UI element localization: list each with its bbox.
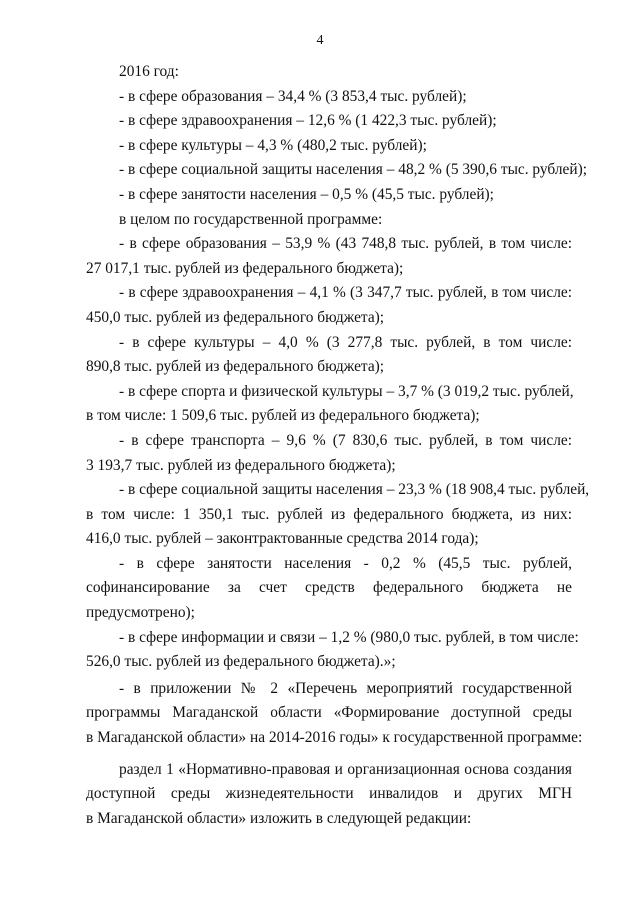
text-line: в Магаданской области» на 2014-2016 годы» к государственной программе:: [86, 729, 583, 747]
text-line: - в сфере здравоохранения – 4,1 % (3 347,7 тыс. рублей, в том числе:: [119, 284, 572, 302]
text-line: - в сфере образования – 53,9 % (43 748,8 тыс. рублей, в том числе:: [119, 235, 572, 253]
text-line: - в приложении № 2 «Перечень мероприятий государственной: [119, 679, 572, 697]
text-line: 416,0 тыс. рублей – законтрактованные средства 2014 года);: [86, 530, 479, 548]
text-line: в том числе: 1 509,6 тыс. рублей из федерального бюджета);: [86, 407, 480, 425]
text-line: софинансирование за счет средств федерального бюджета не: [86, 579, 572, 597]
text-line: - в сфере занятости населения - 0,2 % (45,5 тыс. рублей,: [119, 554, 572, 572]
text-line: 2016 год:: [119, 63, 179, 80]
text-line: 890,8 тыс. рублей из федерального бюджета);: [86, 358, 385, 376]
text-line: - в сфере здравоохранения – 12,6 % (1 422,3 тыс. рублей);: [119, 112, 497, 130]
text-line: программы Магаданской области «Формирование доступной среды: [86, 704, 572, 722]
text-line: - в сфере культуры – 4,3 % (480,2 тыс. рублей);: [119, 136, 427, 154]
text-line: - в сфере спорта и физической культуры – 3,7 % (3 019,2 тыс. рублей,: [119, 382, 574, 400]
text-line: в том числе: 1 350,1 тыс. рублей из федерального бюджета, из них:: [86, 505, 572, 523]
text-line: 526,0 тыс. рублей из федерального бюджета).»;: [86, 653, 396, 671]
text-line: в целом по государственной программе:: [119, 210, 383, 228]
page-number: 4: [316, 33, 324, 48]
text-line: предусмотрено);: [86, 604, 195, 622]
text-line: 27 017,1 тыс. рублей из федерального бюджета);: [86, 259, 404, 277]
document-body: [86, 60, 590, 831]
text-line: - в сфере социальной защиты населения – 23,3 % (18 908,4 тыс. рублей,: [119, 481, 590, 499]
text-line: раздел 1 «Нормативно-правовая и организационная основа создания: [119, 760, 572, 778]
text-line: в Магаданской области» изложить в следующей редакции:: [86, 809, 472, 827]
text-line: 3 193,7 тыс. рублей из федерального бюджета);: [86, 456, 396, 474]
text-line: 450,0 тыс. рублей из федерального бюджета);: [86, 308, 385, 326]
text-line: - в сфере образования – 34,4 % (3 853,4 тыс. рублей);: [119, 87, 467, 105]
text-line: - в сфере социальной защиты населения – 48,2 % (5 390,6 тыс. рублей);: [119, 161, 588, 179]
text-line: доступной среды жизнедеятельности инвалидов и других МГН: [86, 785, 572, 803]
text-line: - в сфере информации и связи – 1,2 % (980,0 тыс. рублей, в том числе:: [119, 628, 579, 646]
text-line: - в сфере культуры – 4,0 % (3 277,8 тыс. рублей, в том числе:: [119, 333, 572, 351]
text-line: - в сфере транспорта – 9,6 % (7 830,6 тыс. рублей, в том числе:: [119, 431, 572, 449]
text-line: - в сфере занятости населения – 0,5 % (45,5 тыс. рублей);: [119, 185, 494, 203]
